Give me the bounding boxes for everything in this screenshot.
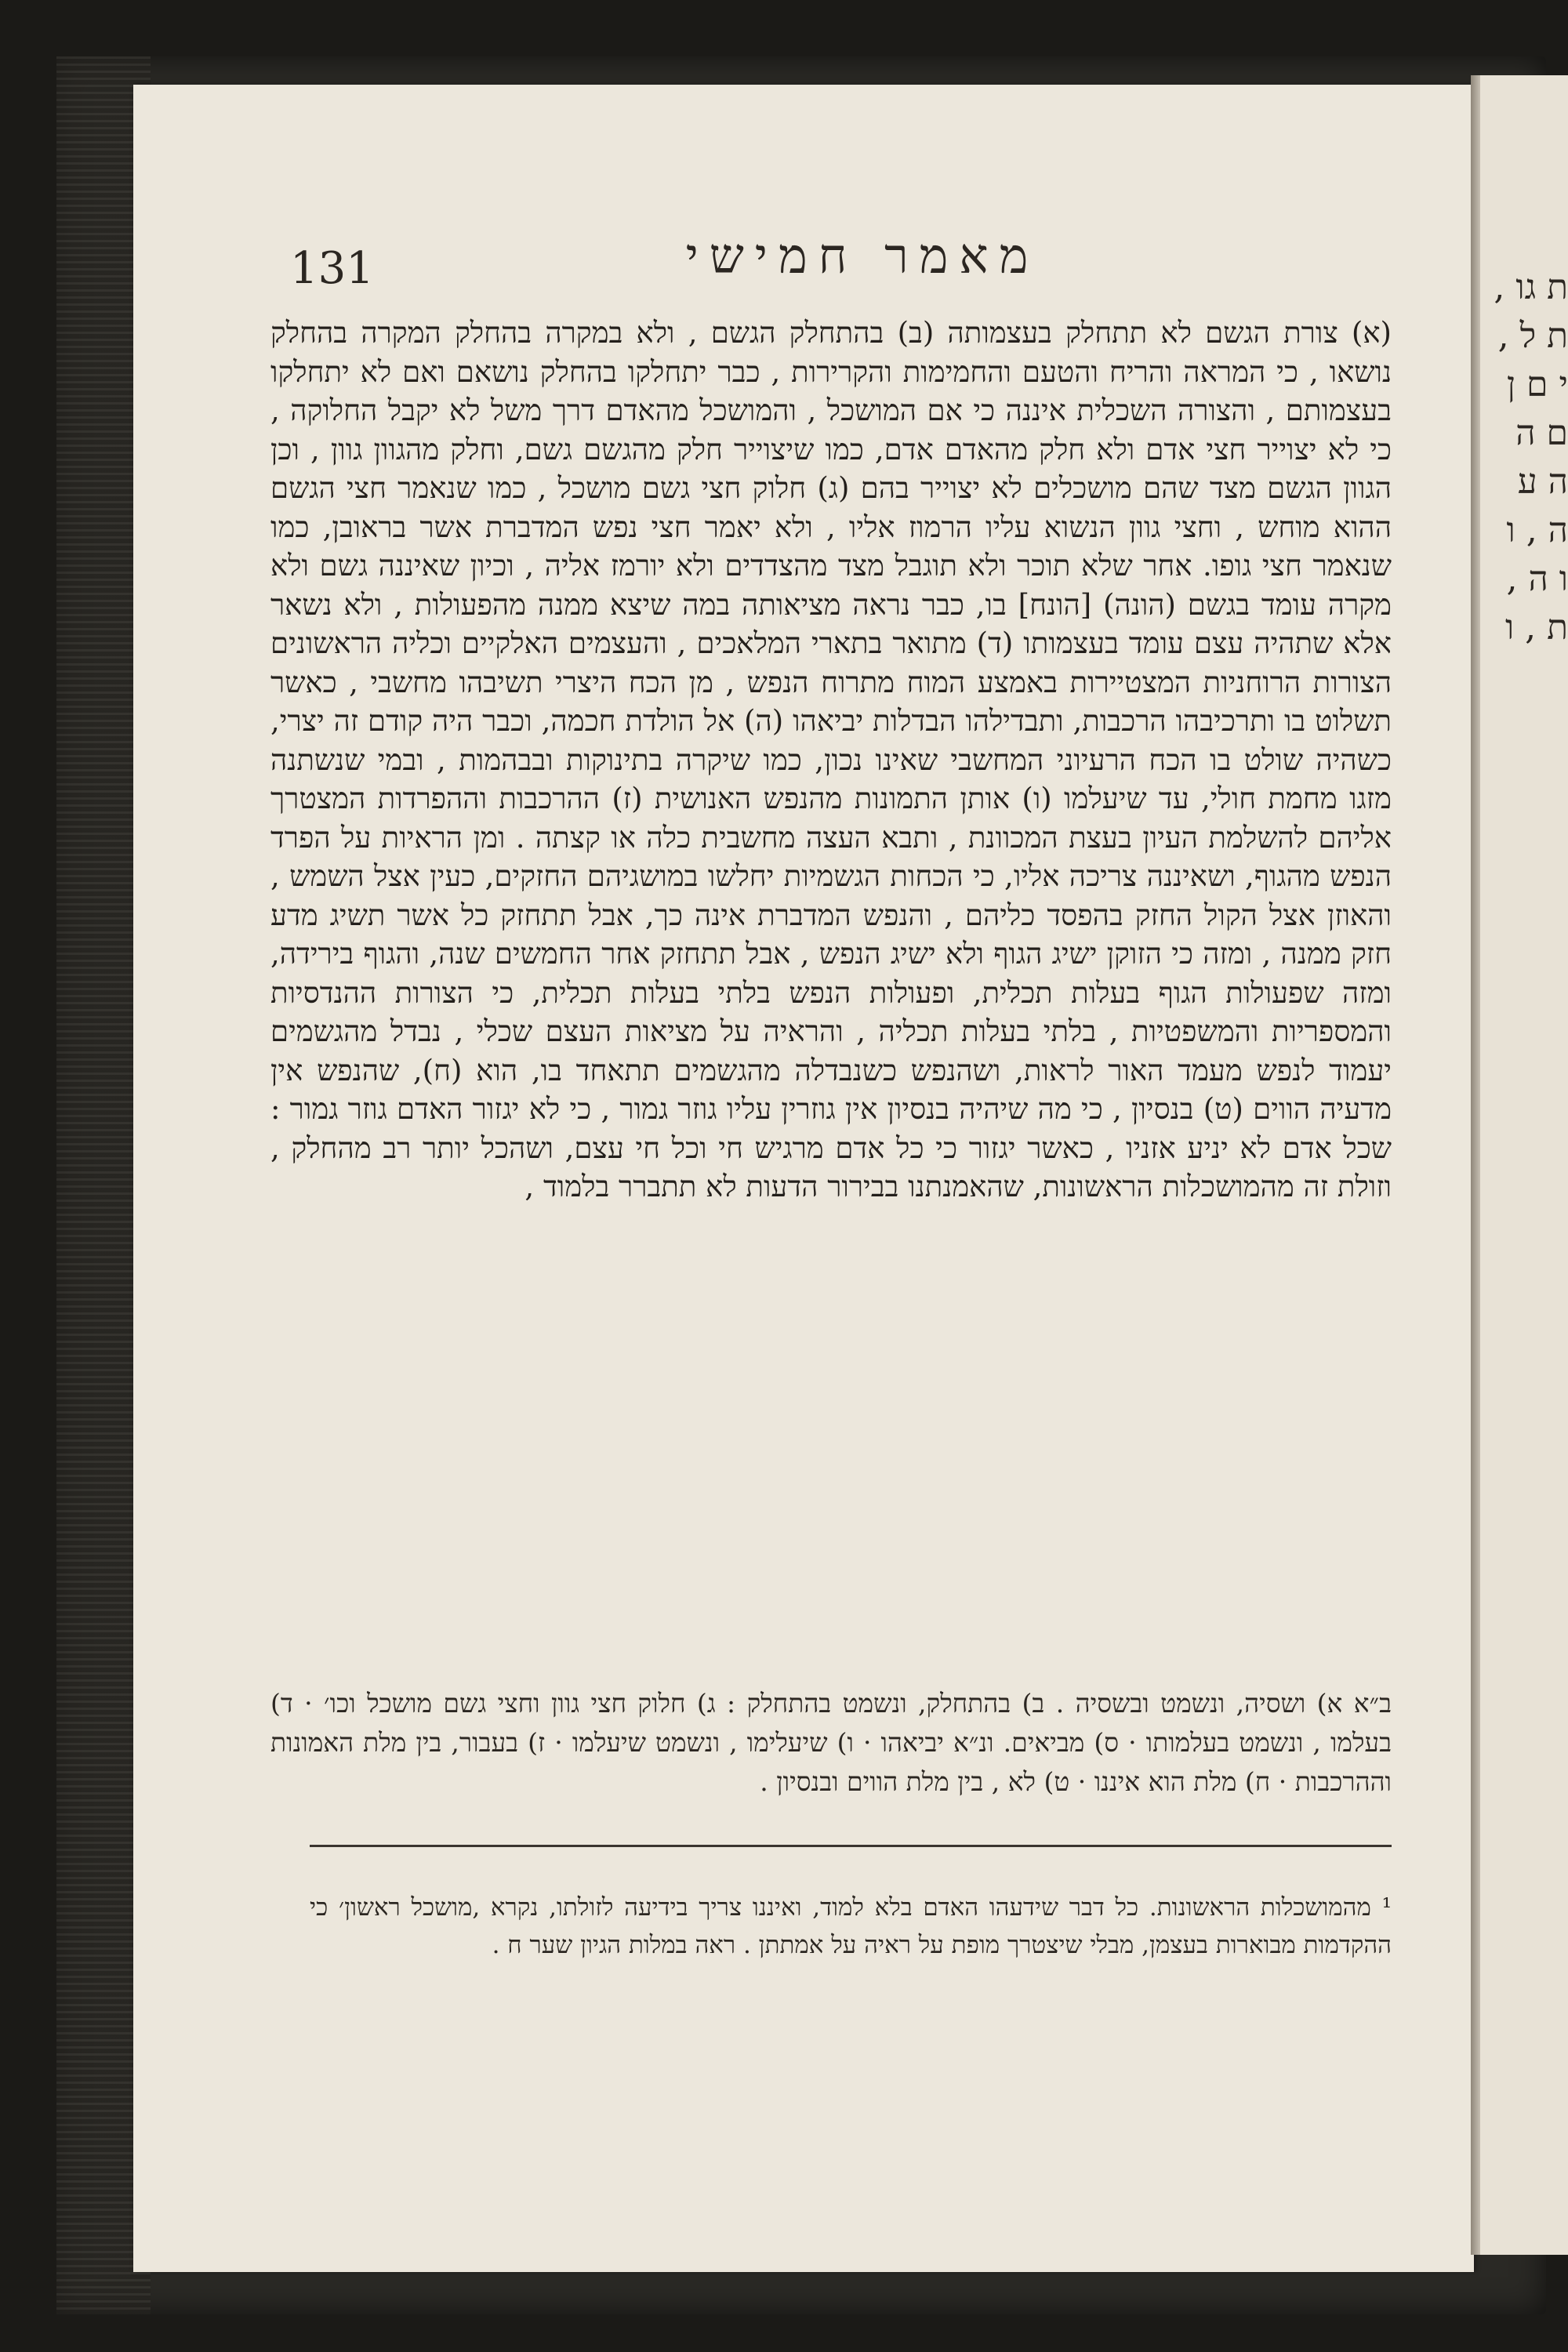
next-page-edge xyxy=(1480,75,1568,2255)
next-page-text-fragments: ת גו , ת ל , י ם ן ם ה ה ע ה , ו ו ה , ת , ו xyxy=(1494,267,1568,648)
footnote xyxy=(310,1864,1392,1988)
page-number: 131 xyxy=(290,243,374,294)
main-text-block xyxy=(270,314,1392,1207)
main-paragraph: (א) צורת הגשם לא תתחלק בעצמותה (ב) בהתחלק הגשם , ולא במקרה בהחלק המקרה בהחלק נושאו , כי המראה והריח והטעם והחמימות והקרירות , כבר יתחלקו בהחלק נושאם ואם לא יתחלקו בעצמותם , והצורה השכלית איננה כי אם המושכל , והמושכל מהאדם דרך משל לא יקבל החלוקה , כי לא יצוייר חצי אדם ולא חלק מהאדם אדם, כמו שיצוייר חלק מהגשם גשם, וחלק מהגוון גוון , וכן הגוון הגשם מצד שהם מושכלים לא יצוייר בהם (ג) חלוק חצי גשם מושכל , כמו שנאמר חצי הגשם ההוא מוחש , וחצי גוון הנשוא עליו הרמוז אליו , ולא יאמר חצי נפש המדברת אשר בראובן, כמו שנאמר חצי גופו. אחר שלא תוכר ולא תוגבל מצד מהצדדים ולא יורמז אליה , וכיון שאיננה גשם ולא מקרה עומד בגשם (הונה) [הונח] בו, כבר נראה מציאותה במה שיצא ממנה מהפעולות , ולא נשאר אלא שתהיה עצם עומד בעצמותו (ד) מתואר בתארי המלאכים , והעצמים האלקיים וכליה הראשונים הצורות הרוחניות המצטיירות באמצע המוח מתרוח הנפש , מן הכח היצרי תשיבהו מחשבי , כאשר תשלוט בו ותרכיבהו הרכבות, ותבדילהו הבדלות יביאהו (ה) אל הולדת חכמה, וכבר היה קודם זה יצרי, כשהיה שולט בו הכח הרעיוני המחשבי שאינו נכון, כמו שיקרה בתינוקות ובבהמות , ובמי שנשתנה מזגו מחמת חולי, עד שיעלמו (ו) אותן התמונות מהנפש האנושית (ז) ההרכבות וההפרדות המצטרך אליהם להשלמת העיון בעצת המכוונת , ותבא העצה מחשבית כלה או קצתה . ומן הראיות על הפרד הנפש מהגוף, ושאיננה צריכה אליו, כי הכחות הגשמיות יחלשו במושגיהם החזקים, כעין אצל השמש , והאוזן אצל הקול החזק בהפסד כליהם , והנפש המדברת אינה כך, אבל תתחזק כל אשר תשיג מדע חזק ממנה , ומזה כי הזוקן ישיג הגוף ולא ישיג הנפש , אבל תתחזק אחר החמשים שנה, והגוף בירידה, ומזה שפעולות הגוף בעלות תכלית, ופעולות הנפש בלתי בעלות תכלית, כי הצורות ההנדסיות והמספריות והמשפטיות , בלתי בעלות תכליה , והראיה על מציאות העצם שכלי , נבדל מהגשמים יעמוד לנפש מעמד האור לראות, ושהנפש כשנבדלה מהגשמים תתאחד בו, הוא (ח), שהנפש אין מדעיה הווים (ט) בנסיון , כי מה שיהיה בנסיון אין גוזרין עליו גוזר גמור , כי לא יגזור האדם גוזר גמור : שכל אדם לא יניע אזניו , כאשר יגזור כי כל אדם מרגיש חי וכל חי עצם, ושהכל יותר רב מהחלק , וזולת זה מהמושכלות הראשונות, שהאמנתנו בבירור הדעות לא תתברר בלמוד , xyxy=(270,316,1392,1203)
footnote-text: ¹ מהמושכלות הראשונות. כל דבר שידעהו האדם בלא למוד, ואיננו צריך בידיעה לזולתו, נקרא ,מושכל ראשון׳ כי ההקדמות מבוארות בעצמן, מבלי שיצטרך מופת על ראיה על אמתתן . ראה במלות הגיון שער ח . xyxy=(310,1893,1392,1959)
running-title: מאמר חמישי xyxy=(685,227,1040,285)
page-header xyxy=(290,212,1372,298)
variant-notes xyxy=(270,1658,1392,1828)
footnote-divider xyxy=(310,1845,1392,1847)
variant-notes-text: ב״א א) ושסיה, ונשמט ובשסיה . ב) בהתחלק, ונשמט בהתחלק : ג) חלוק חצי גוון וחצי גשם מושכל וכו׳ · ד) בעלמו , ונשמט בעלמותו · ס) מביאים. ונ״א יביאהו · ו) שיעלימו , ונשמט שיעלמו · ז) בעבור, בין מלת האמונות וההרכבות · ח) מלת הוא איננו · ט) לא , בין מלת הווים ובנסיון . xyxy=(270,1688,1392,1797)
